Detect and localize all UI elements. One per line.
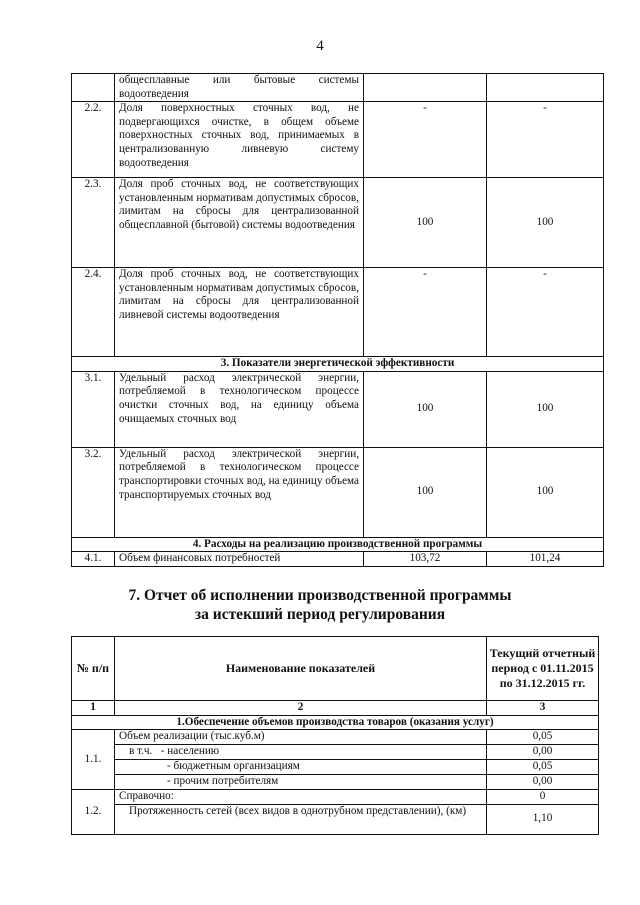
- table-row: [72, 760, 599, 775]
- row-number: [72, 74, 115, 102]
- value-planned: 103,72: [364, 552, 487, 567]
- section-heading-line2: за истекший период регулирования: [194, 606, 446, 623]
- indicator-value: 0,05: [487, 730, 599, 745]
- value-actual: [487, 74, 604, 102]
- indicator-name: Удельный расход электрической энергии, потребляемой в технологическом процессе транспортировки сточных вод, на единицу объема транспортируемых сточных вод: [115, 447, 364, 537]
- indicator-name: Доля проб сточных вод, не соответствующих установленным нормативам допустимых сбросов, лимитам на сбросы для централизованной общесплавной (бытовой) системы водоотведения: [115, 178, 364, 268]
- header-name: Наименование показателей: [115, 637, 487, 701]
- page-number: 4: [316, 38, 324, 54]
- table-row: [72, 745, 599, 760]
- row-number: 2.3.: [72, 178, 115, 268]
- column-number: 1: [72, 701, 115, 716]
- row-number: 1.2.: [72, 790, 115, 835]
- section-row: [72, 537, 604, 552]
- section-title-volume: 1.Обеспечение объемов производства товаров (оказания услуг): [72, 715, 599, 730]
- value-planned: 100: [364, 447, 487, 537]
- value-actual: 101,24: [487, 552, 604, 567]
- table-row: [72, 178, 604, 268]
- section-row: [72, 357, 604, 372]
- value-planned: -: [364, 102, 487, 178]
- value-actual: 100: [487, 178, 604, 268]
- value-planned: -: [364, 268, 487, 357]
- table-row: [72, 775, 599, 790]
- column-numbers-row: [72, 701, 599, 716]
- table-row: [72, 804, 599, 834]
- indicator-value: 0,00: [487, 775, 599, 790]
- column-number: 2: [115, 701, 487, 716]
- indicators-table-continued: [71, 73, 604, 567]
- row-number: 4.1.: [72, 552, 115, 567]
- section-title-expenses: 4. Расходы на реализацию производственной программы: [72, 537, 604, 552]
- section-row: [72, 715, 599, 730]
- column-number: 3: [487, 701, 599, 716]
- header-period: Текущий отчетный период с 01.11.2015 по 31.12.2015 гг.: [487, 637, 599, 701]
- indicator-value: 0,00: [487, 745, 599, 760]
- section-heading-line1: 7. Отчет об исполнении производственной программы: [128, 587, 512, 604]
- header-number: [72, 637, 115, 701]
- table-row: [72, 447, 604, 537]
- indicator-value: 0: [487, 790, 599, 805]
- indicator-name: Доля поверхностных сточных вод, не подвергающихся очистке, в общем объеме поверхностных сточных вод, принимаемых в централизованную ливневую систему водоотведения: [115, 102, 364, 178]
- row-number: 2.2.: [72, 102, 115, 178]
- indicator-name: Справочно:: [115, 790, 487, 805]
- indicator-name: Доля проб сточных вод, не соответствующих установленным нормативам допустимых сбросов, лимитам на сбросы для централизованной ливневой системы водоотведения: [115, 268, 364, 357]
- section-title-energy: 3. Показатели энергетической эффективности: [72, 357, 604, 372]
- indicator-value: 0,05: [487, 760, 599, 775]
- indicator-name: Объем финансовых потребностей: [115, 552, 364, 567]
- indicator-name: общесплавные или бытовые системы водоотведения: [115, 74, 364, 102]
- indicator-name: - прочим потребителям: [115, 775, 487, 790]
- value-planned: [364, 74, 487, 102]
- row-number: 1.1.: [72, 730, 115, 790]
- value-planned: 100: [364, 371, 487, 447]
- value-actual: 100: [487, 447, 604, 537]
- table-row: [72, 268, 604, 357]
- table-row: [72, 74, 604, 102]
- table-row: [72, 790, 599, 805]
- header-number-text: № п/п: [76, 661, 110, 675]
- table-row: [72, 102, 604, 178]
- indicator-name: - бюджетным организациям: [115, 760, 487, 775]
- value-actual: -: [487, 102, 604, 178]
- value-actual: 100: [487, 371, 604, 447]
- row-number: 2.4.: [72, 268, 115, 357]
- table-row: [72, 552, 604, 567]
- indicator-value: 1,10: [487, 804, 599, 834]
- row-number: 3.1.: [72, 371, 115, 447]
- value-planned: 100: [364, 178, 487, 268]
- report-table: [71, 636, 599, 835]
- indicator-name: Протяженность сетей (всех видов в однотрубном представлении), (км): [115, 804, 487, 834]
- table-row: [72, 371, 604, 447]
- value-actual: -: [487, 268, 604, 357]
- row-number: 3.2.: [72, 447, 115, 537]
- indicator-name: в т.ч. - населению: [115, 745, 487, 760]
- indicator-name: Объем реализации (тыс.куб.м): [115, 730, 487, 745]
- indicator-name: Удельный расход электрической энергии, потребляемой в технологическом процессе очистки сточных вод, на единицу объема очищаемых сточных вод: [115, 371, 364, 447]
- header-row: [72, 637, 599, 701]
- table-row: [72, 730, 599, 745]
